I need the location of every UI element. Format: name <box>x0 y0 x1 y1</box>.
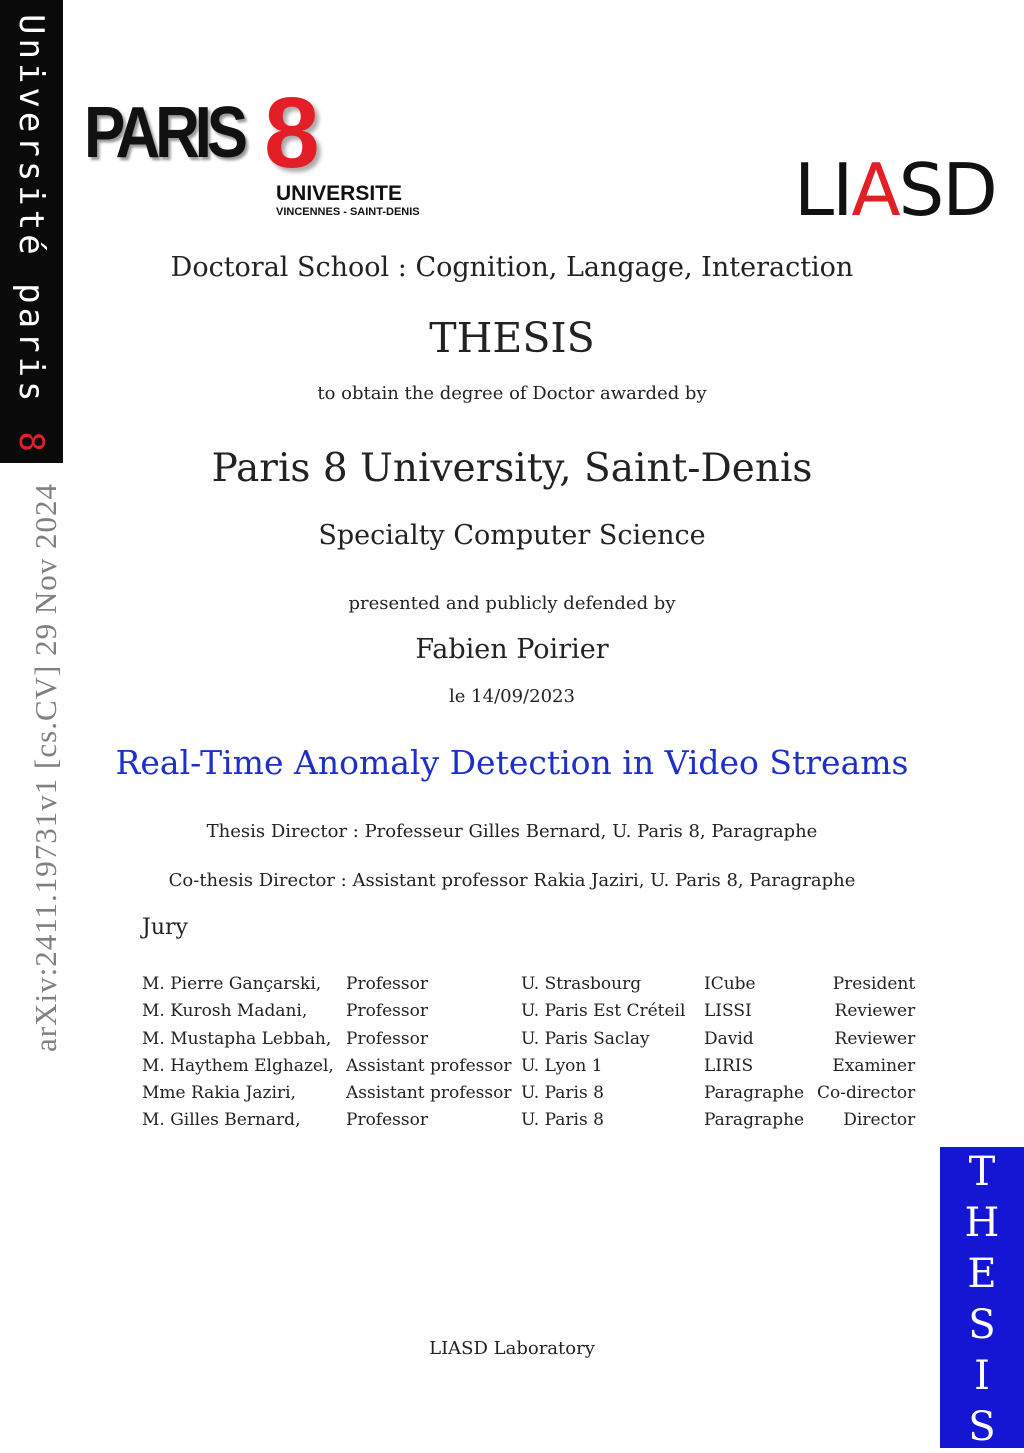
liasd-logo <box>794 148 996 232</box>
thesis-band <box>940 1147 1024 1448</box>
thesis-band-letter: H <box>964 1200 1000 1246</box>
defense-date: le 14/09/2023 <box>449 686 575 707</box>
thesis-band-letter: T <box>968 1149 996 1195</box>
jury-member-role: Professor <box>346 974 428 994</box>
jury-row <box>142 1110 915 1137</box>
jury-member-lab: Paragraphe <box>704 1083 805 1104</box>
liasd-logo-part3: SD <box>898 148 996 232</box>
thesis-band-letter: S <box>968 1404 996 1450</box>
jury-member-function: Reviewer <box>834 1028 916 1049</box>
jury-member-lab: LISSI <box>704 1001 752 1022</box>
document-type: THESIS <box>429 314 595 362</box>
author-name: Fabien Poirier <box>415 634 609 665</box>
paris8-logo-university: UNIVERSITE <box>276 182 403 205</box>
jury-member-name: M. Kurosh Madani, <box>142 1001 308 1022</box>
paris8-logo-subtitle: VINCENNES - SAINT-DENIS <box>276 206 420 218</box>
thesis-band-letter: S <box>968 1302 996 1348</box>
jury-member-function: Reviewer <box>834 1001 916 1022</box>
jury-member-function: President <box>832 974 916 994</box>
jury-member-name: M. Pierre Gançarski, <box>142 974 322 994</box>
jury-row <box>142 1056 915 1083</box>
doctoral-school: Doctoral School : Cognition, Langage, Interaction <box>170 252 854 283</box>
degree-line: to obtain the degree of Doctor awarded by <box>317 383 707 404</box>
jury-row <box>142 974 915 1001</box>
jury-member-lab: LIRIS <box>704 1055 754 1076</box>
side-band-label: Université paris <box>11 14 51 406</box>
jury-member-role: Assistant professor <box>346 1083 512 1104</box>
liasd-logo-part2: A <box>851 148 899 232</box>
arxiv-stamp: arXiv:2411.19731v1 [cs.CV] 29 Nov 2024 <box>28 483 63 1052</box>
jury-member-lab: David <box>704 1028 754 1049</box>
jury-member-name: M. Gilles Bernard, <box>142 1110 301 1131</box>
jury-member-institution: U. Paris Saclay <box>521 1028 650 1049</box>
thesis-band-letter: I <box>974 1353 990 1399</box>
jury-member-institution: U. Paris 8 <box>521 1083 604 1104</box>
jury-member-institution: U. Paris Est Créteil <box>521 1001 686 1022</box>
jury-member-role: Professor <box>346 1001 428 1022</box>
jury-member-function: Co-director <box>817 1083 916 1104</box>
jury-member-name: Mme Rakia Jaziri, <box>142 1083 296 1104</box>
paris8-logo-number: 8 <box>264 77 320 189</box>
jury-member-function: Examiner <box>832 1055 916 1076</box>
jury-member-institution: U. Strasbourg <box>521 974 642 994</box>
jury-member-role: Professor <box>346 1110 428 1131</box>
co-thesis-director: Co-thesis Director : Assistant professor Rakia Jaziri, U. Paris 8, Paragraphe <box>168 870 856 891</box>
paris8-logo <box>84 77 444 228</box>
jury-member-role: Assistant professor <box>346 1055 512 1076</box>
lab-footer: LIASD Laboratory <box>429 1338 595 1359</box>
university-name: Paris 8 University, Saint-Denis <box>211 446 813 491</box>
liasd-logo-part1: LI <box>794 148 852 232</box>
jury-member-name: M. Haythem Elghazel, <box>142 1055 334 1076</box>
jury-member-name: M. Mustapha Lebbah, <box>142 1028 332 1049</box>
jury-member-function: Director <box>843 1110 916 1131</box>
presented-line: presented and publicly defended by <box>348 593 676 614</box>
specialty: Specialty Computer Science <box>318 520 706 551</box>
jury-heading: Jury <box>142 915 188 940</box>
paris8-logo-word: PARIS <box>84 93 243 173</box>
jury-table <box>142 974 915 1138</box>
jury-member-lab: ICube <box>704 974 756 994</box>
jury-member-institution: U. Paris 8 <box>521 1110 604 1131</box>
jury-member-role: Professor <box>346 1028 428 1049</box>
thesis-band-letter: E <box>967 1251 997 1297</box>
thesis-director: Thesis Director : Professeur Gilles Bernard, U. Paris 8, Paragraphe <box>206 821 818 842</box>
jury-member-lab: Paragraphe <box>704 1110 805 1131</box>
jury-member-institution: U. Lyon 1 <box>521 1055 603 1076</box>
jury-row <box>142 1001 915 1028</box>
jury-row <box>142 1083 915 1110</box>
thesis-title: Real-Time Anomaly Detection in Video Streams <box>115 743 909 782</box>
jury-row <box>142 1029 915 1056</box>
side-band-number: 8 <box>11 431 51 456</box>
